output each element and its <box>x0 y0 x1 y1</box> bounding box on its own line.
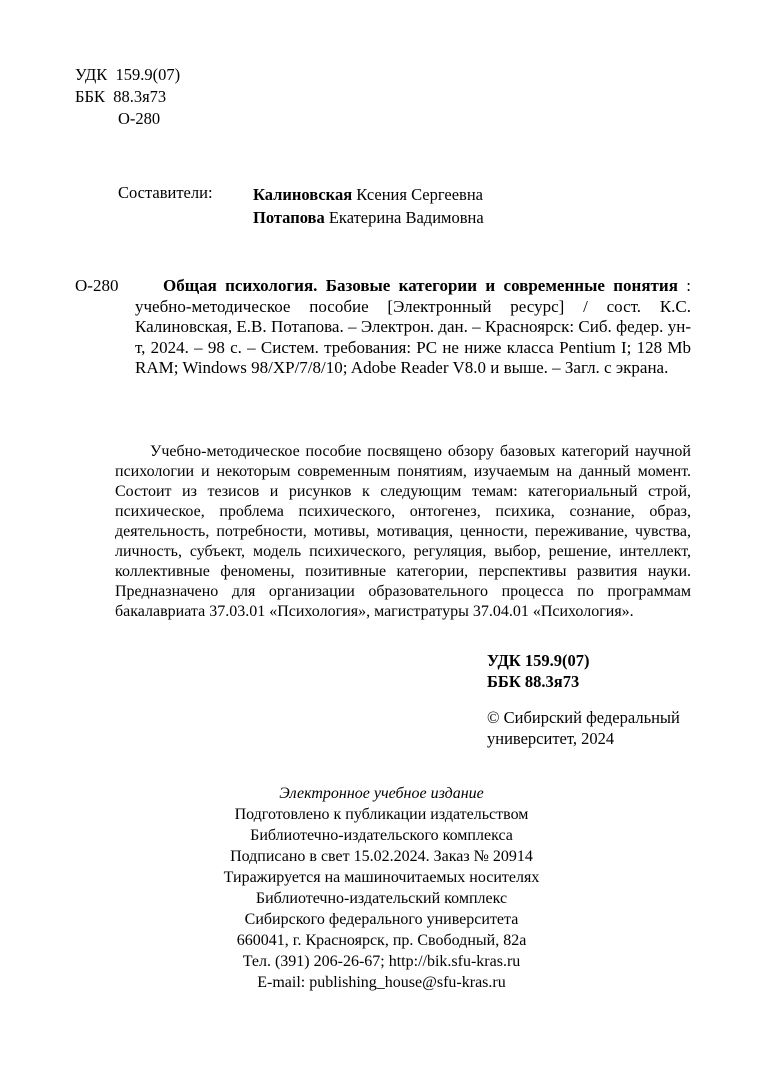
edition-type: Электронное учебное издание <box>279 785 484 802</box>
abstract-paragraph: Учебно-методическое пособие посвящено обзору базовых категорий научной психологии и некоторым современным понятиям, изучаемым на данный момент. Состоит из тезисов и рисунков к следующим темам: категориальный строй, психическое, проблема психического, онтогенез, психика, сознание, образ, деятельность, потребности, мотивы, мотивация, ценности, переживание, чувства, личность, субъект, модель психического, регуляция, выбор, решение, интеллект, коллективные феномены, позитивные категории, перспективы развития науки. Предназначено для организации образовательного процесса по программам бакалавриата 37.03.01 «Психология», магистратуры 37.04.01 «Психология». <box>115 443 691 620</box>
copyright-line-2: университет, 2024 <box>487 729 615 748</box>
copyright-notice <box>487 707 680 749</box>
compilers-label: Составители: <box>118 183 213 202</box>
bbk-code: ББК 88.3я73 <box>75 87 167 106</box>
compiler-given-name: Ксения Сергеевна <box>356 185 483 204</box>
compilers-names <box>253 183 484 229</box>
colophon <box>0 783 763 993</box>
bib-description: : учебно-методическое пособие [Электронный ресурс] / сост. К.С. Калиновская, Е.В. Потапова. – Электрон. дан. – Красноярск: Сиб. федер. ун-т, 2024. – 98 с. – Систем. требования: PC не ниже класса Pentium I; 128 Mb RAM; Windows 98/XP/7/8/10; Adobe Reader V8.0 и выше. – Загл. с экрана. <box>135 276 691 377</box>
copyright-line-1: © Сибирский федеральный <box>487 708 680 727</box>
compiler-surname: Потапова <box>253 208 325 227</box>
colophon-line: Подписано в свет 15.02.2024. Заказ № 20914 <box>230 848 533 865</box>
compiler-name <box>253 183 484 206</box>
bibliographic-entry <box>75 276 691 379</box>
colophon-line: Тел. (391) 206-26-67; http://bik.sfu-kras.ru <box>242 953 521 970</box>
colophon-line: E-mail: publishing_house@sfu-kras.ru <box>257 974 506 991</box>
colophon-line: 660041, г. Красноярск, пр. Свободный, 82а <box>236 932 527 949</box>
bbk-code-bottom: ББК 88.3я73 <box>487 672 580 691</box>
bib-entry-code: О-280 <box>75 276 119 295</box>
compiler-name <box>253 206 484 229</box>
colophon-line: Библиотечно-издательского комплекса <box>250 827 513 844</box>
bib-title: Общая психология. Базовые категории и современные понятия <box>163 276 678 295</box>
colophon-line: Подготовлено к публикации издательством <box>234 806 529 823</box>
book-code: О-280 <box>118 109 161 128</box>
udk-code: УДК 159.9(07) <box>75 65 181 84</box>
bib-entry-text <box>135 276 691 379</box>
compilers-section <box>118 183 484 229</box>
compiler-surname: Калиновская <box>253 185 353 204</box>
classification-codes-top <box>75 64 180 130</box>
classification-codes-bottom <box>487 650 590 692</box>
colophon-line: Библиотечно-издательский комплекс <box>255 890 508 907</box>
udk-code-bottom: УДК 159.9(07) <box>487 651 590 670</box>
colophon-line: Тиражируется на машиночитаемых носителях <box>223 869 540 886</box>
compiler-given-name: Екатерина Вадимовна <box>328 208 484 227</box>
colophon-line: Сибирского федерального университета <box>244 911 519 928</box>
